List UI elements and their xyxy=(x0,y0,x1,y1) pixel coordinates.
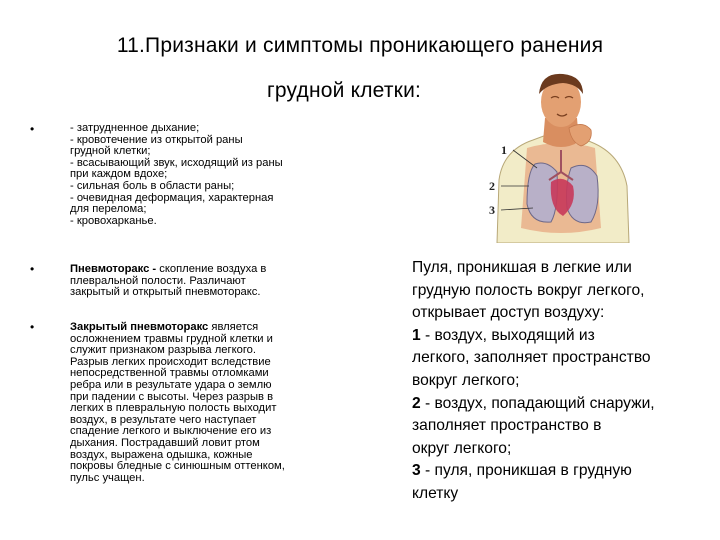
symptom-line: - затрудненное дыхание; xyxy=(70,122,200,134)
closed-pneumothorax-text: пульс учащен. xyxy=(70,471,145,484)
caption-line: - пуля, проникшая в грудную xyxy=(420,462,632,480)
closed-pneumothorax-term: Закрытый пневмоторакс xyxy=(70,321,209,333)
pneumothorax-text: плевральной полости. Различают xyxy=(70,274,246,287)
figure-label-3: 3 xyxy=(489,203,495,217)
anatomy-figure xyxy=(487,68,635,243)
closed-pneumothorax-text: ребра или в результате удара о землю xyxy=(70,378,272,391)
bullet-symbol-1: • xyxy=(30,122,35,136)
symptom-line: при каждом вдохе; xyxy=(70,168,168,181)
symptoms-list xyxy=(70,123,360,227)
symptom-line: - всасывающий звук, исходящий из раны xyxy=(70,156,283,169)
bullet-symbol-3: • xyxy=(30,320,35,334)
figure-label-1: 1 xyxy=(501,143,507,157)
closed-pneumothorax-text: дыхания. Пострадавший ловит ртом xyxy=(70,436,260,449)
closed-pneumothorax-text: непосредственной травмы отломками xyxy=(70,367,269,380)
closed-pneumothorax-text: осложнением травмы грудной клетки и xyxy=(70,332,273,345)
symptom-line: - очевидная деформация, характерная xyxy=(70,191,274,204)
caption-line: легкого, заполняет пространство xyxy=(412,349,651,367)
closed-pneumothorax-text: воздух, выражена одышка, кожные xyxy=(70,448,253,461)
figure-caption xyxy=(412,257,712,506)
closed-pneumothorax-text: служит признаком разрыва легкого. xyxy=(70,344,257,357)
closed-pneumothorax-description xyxy=(70,322,360,484)
caption-line: заполняет пространство в xyxy=(412,417,602,435)
caption-number-3: 3 xyxy=(412,462,421,480)
caption-line: грудную полость вокруг легкого, xyxy=(412,281,645,299)
symptom-line: грудной клетки; xyxy=(70,145,151,158)
pneumothorax-definition xyxy=(70,264,360,299)
symptom-line: для перелома; xyxy=(70,203,147,216)
symptom-line: - сильная боль в области раны; xyxy=(70,179,235,192)
caption-line: округ легкого; xyxy=(412,439,512,457)
closed-pneumothorax-text: воздух, в результате чего наступает xyxy=(70,413,257,426)
caption-line: Пуля, проникшая в легкие или xyxy=(412,259,632,276)
symptom-line: - кровохарканье. xyxy=(70,214,157,227)
wounded-man-illustration xyxy=(487,68,635,243)
slide-title-line2: грудной клетки: xyxy=(267,79,422,102)
caption-line: открывает доступ воздуху: xyxy=(412,304,605,322)
closed-pneumothorax-text: легких в плевральную полость выходит xyxy=(70,402,277,415)
caption-line: клетку xyxy=(412,484,459,502)
pneumothorax-term: Пневмоторакс - xyxy=(70,263,157,275)
symptom-line: - кровотечение из открытой раны xyxy=(70,133,243,146)
caption-number-2: 2 xyxy=(412,394,421,412)
caption-line: - воздух, выходящий из xyxy=(420,326,595,344)
closed-pneumothorax-text: покровы бледные с синюшным оттенком, xyxy=(70,460,285,473)
closed-pneumothorax-text: спадение легкого и выключение его из xyxy=(70,425,272,438)
caption-number-1: 1 xyxy=(412,326,421,344)
bullet-symbol-2: • xyxy=(30,262,35,276)
figure-label-2: 2 xyxy=(489,179,495,193)
closed-pneumothorax-text: является xyxy=(208,321,259,333)
closed-pneumothorax-text: Разрыв легких происходит вследствие xyxy=(70,355,271,368)
caption-line: вокруг легкого; xyxy=(412,371,520,389)
pneumothorax-text: закрытый и открытый пневмоторакс. xyxy=(70,286,261,299)
slide-title-line1: 11.Признаки и симптомы проникающего ранения xyxy=(116,34,604,57)
caption-line: - воздух, попадающий снаружи, xyxy=(420,394,655,412)
closed-pneumothorax-text: при падении с высоты. Через разрыв в xyxy=(70,390,274,403)
pneumothorax-text: скопление воздуха в xyxy=(156,263,267,275)
